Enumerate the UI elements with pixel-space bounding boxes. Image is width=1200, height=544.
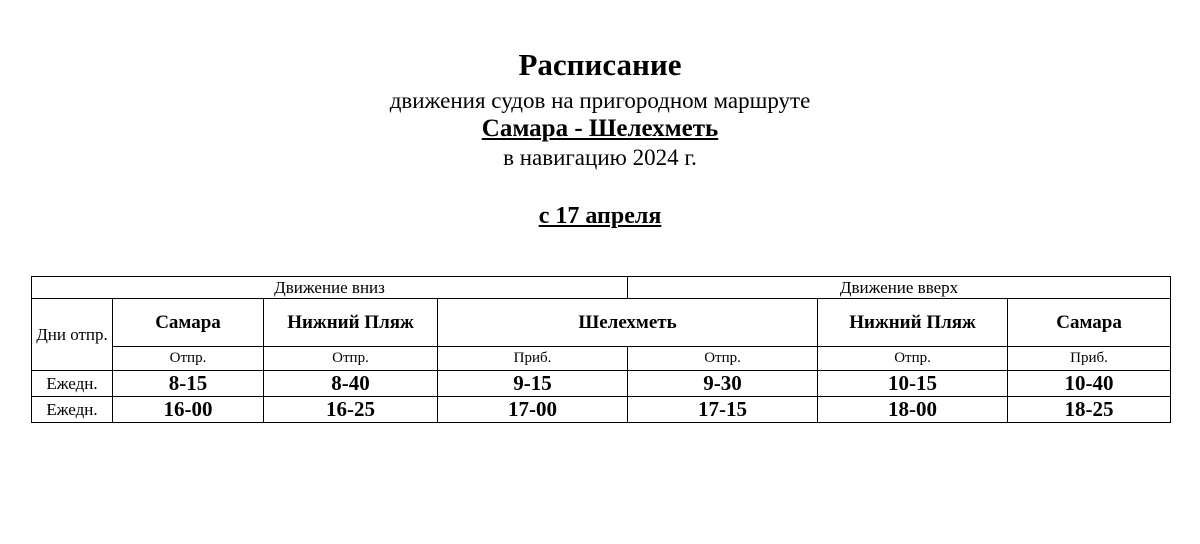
navigation-year: в навигацию 2024 г. (503, 145, 697, 170)
route-name: Самара - Шелехметь (481, 115, 719, 142)
valid-from-date: с 17 апреля (538, 203, 662, 229)
time-cell: 9-30 (628, 371, 818, 397)
direction-down: Движение вниз (32, 277, 628, 299)
direction-up: Движение вверх (628, 277, 1171, 299)
time-cell: 17-00 (438, 397, 628, 423)
direction-row (32, 277, 1171, 299)
column-label-row (32, 347, 1171, 371)
column-label: Приб. (1008, 347, 1171, 371)
station-nizhny-plyazh-up: Нижний Пляж (818, 299, 1008, 347)
days-cell: Ежедн. (32, 371, 113, 397)
station-shelekhmet: Шелехметь (438, 299, 818, 347)
time-cell: 9-15 (438, 371, 628, 397)
time-cell: 10-15 (818, 371, 1008, 397)
schedule-title: Расписание (518, 47, 682, 82)
time-cell: 16-25 (264, 397, 438, 423)
schedule-table (31, 276, 1171, 423)
table-row (32, 397, 1171, 423)
time-cell: 18-00 (818, 397, 1008, 423)
time-cell: 10-40 (1008, 371, 1171, 397)
column-label: Отпр. (628, 347, 818, 371)
station-row (32, 299, 1171, 347)
time-cell: 16-00 (113, 397, 264, 423)
days-header: Дни отпр. (32, 299, 113, 371)
station-samara-start: Самара (113, 299, 264, 347)
time-cell: 18-25 (1008, 397, 1171, 423)
schedule-subtitle: движения судов на пригородном маршруте (389, 88, 811, 113)
time-cell: 17-15 (628, 397, 818, 423)
table-row (32, 371, 1171, 397)
column-label: Отпр. (818, 347, 1008, 371)
days-cell: Ежедн. (32, 397, 113, 423)
column-label: Отпр. (264, 347, 438, 371)
column-label: Приб. (438, 347, 628, 371)
station-samara-end: Самара (1008, 299, 1171, 347)
column-label: Отпр. (113, 347, 264, 371)
time-cell: 8-15 (113, 371, 264, 397)
station-nizhny-plyazh-down: Нижний Пляж (264, 299, 438, 347)
time-cell: 8-40 (264, 371, 438, 397)
